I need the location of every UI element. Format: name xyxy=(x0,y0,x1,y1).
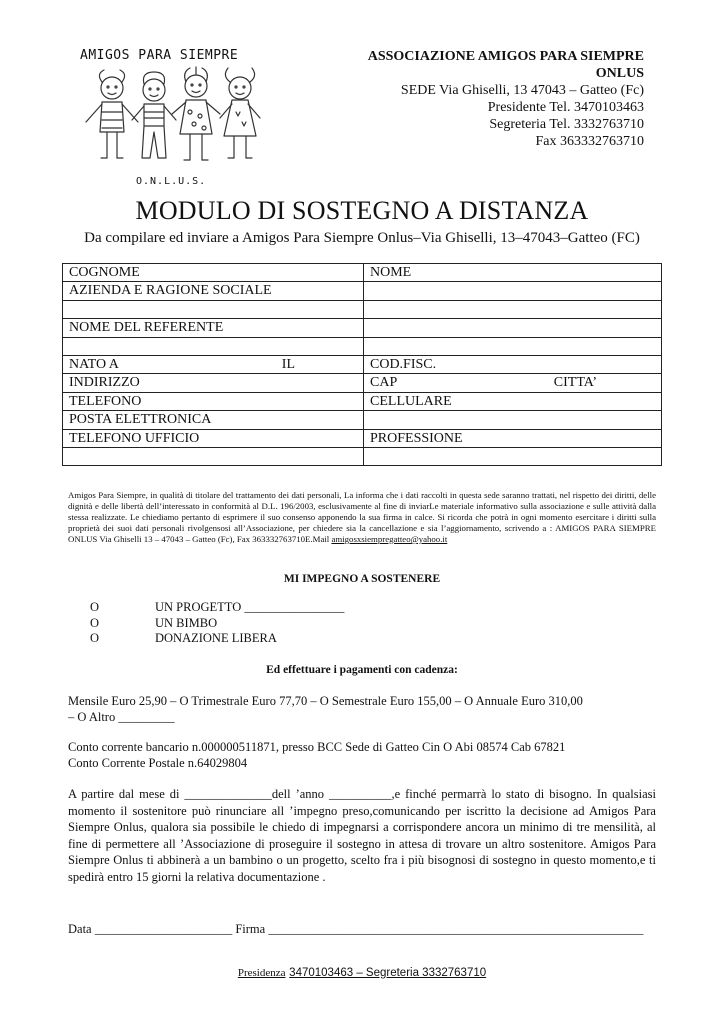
page-subtitle: Da compilare ed inviare a Amigos Para Siempre Onlus–Via Ghiselli, 13–47043–Gatteo (FC) xyxy=(84,230,640,246)
option-bimbo[interactable] xyxy=(90,616,344,632)
footer-label: Presidenza xyxy=(237,967,286,979)
table-row xyxy=(63,337,662,355)
option-bullet: O xyxy=(90,631,100,645)
field-professione[interactable]: PROFESSIONE xyxy=(364,429,662,447)
field-nome[interactable]: NOME xyxy=(364,264,662,282)
option-label: DONAZIONE LIBERA xyxy=(155,631,277,645)
fax-number: Fax 363332763710 xyxy=(535,134,644,149)
secretary-phone: Segreteria Tel. 3332763710 xyxy=(489,117,644,132)
page-title: MODULO DI SOSTEGNO A DISTANZA xyxy=(135,196,589,225)
table-row xyxy=(63,411,662,429)
field-cod-fisc[interactable]: COD.FISC. xyxy=(364,355,662,373)
field-azienda-value[interactable] xyxy=(364,282,662,300)
personal-data-form xyxy=(62,263,662,466)
privacy-notice xyxy=(68,490,656,545)
table-row xyxy=(63,392,662,410)
field-empty[interactable] xyxy=(364,300,662,318)
payments-heading: Ed effettuare i pagamenti con cadenza: xyxy=(266,664,458,676)
field-empty[interactable] xyxy=(63,300,364,318)
option-label: UN PROGETTO ________________ xyxy=(155,600,345,614)
org-address: SEDE Via Ghiselli, 13 47043 – Gatteo (Fc) xyxy=(400,83,644,98)
field-posta-value[interactable] xyxy=(364,411,662,429)
payments-options xyxy=(68,693,656,725)
privacy-text: Amigos Para Siempre, in qualità di titolare del trattamento dei dati personali, La informa che i dati raccolti in questa sede saranno trattati, nel rispetto dei diritti, delle dignità e delle libertà dell’interessato in conformità al D.L. 196/2003, esclusivamente al fine di inviarLe materiale informativo sulla associazione e sulle attività dalla stessa realizzate. Le chiediamo pertanto di esprimere il suo consenso apponendo la sua firma in calce. Si ricorda che potrà in ogni momento esercitare i diritti sulla proprietà dei suoi dati personali rivolgensosi all’Associazione, per chiedere sia la cancellazione e sia l’aggiornamento, scrivendo a : AMIGOS PARA SIEMPRE ONLUS Via Ghiselli 13 – 47043 – Gatteo (Fc), Fax 363332763710E.Mail xyxy=(68,490,656,544)
signature-line[interactable]: Data ______________________ Firma ____________________________________________________________ xyxy=(68,922,644,936)
field-cognome[interactable]: COGNOME xyxy=(63,264,364,282)
footer-numbers: 3470103463 – Segreteria 3332763710 xyxy=(289,967,487,979)
table-row xyxy=(63,447,662,465)
field-cap-citta[interactable] xyxy=(364,374,662,392)
option-bullet: O xyxy=(90,600,100,614)
logo-subtitle: O.N.L.U.S. xyxy=(136,176,207,187)
field-empty[interactable] xyxy=(364,337,662,355)
field-telefono[interactable]: TELEFONO xyxy=(63,392,364,410)
option-label: UN BIMBO xyxy=(155,615,218,630)
option-donazione[interactable] xyxy=(90,631,344,647)
option-bullet: O xyxy=(90,615,100,630)
table-row xyxy=(63,282,662,300)
org-name-line2: ONLUS xyxy=(595,66,644,81)
field-indirizzo[interactable]: INDIRIZZO xyxy=(63,374,364,392)
president-phone: Presidente Tel. 3470103463 xyxy=(487,100,644,115)
table-row xyxy=(63,429,662,447)
child-drawing-2 xyxy=(132,72,176,158)
terms-paragraph: A partire dal mese di ______________dell ’anno __________,e finché permarrà lo stato di bisogno. In qualsiasi momento il sostenitore può rinunciare all ’impegno preso,comunicando per iscritto la decisione ad Amigos Para Siempre Onlus, qualora sia possibile le chiedo di impegnarsi a corrispondere ancora un minimo di tre mensilità, al fine di permettere all ’Associazione di proseguire il sostegno in attesa di trovare un altro sostenitore. Amigos Para Siempre Onlus ti abbinerà a un bambino o un progetto, scelto fra i più bisognosi di sostegno in questo momento,e ti spedirà entro 15 giorni la relativa documentazione . xyxy=(68,787,656,884)
citta-label: CITTA’ xyxy=(553,375,597,391)
child-drawing-1 xyxy=(86,70,138,158)
field-empty[interactable] xyxy=(63,447,364,465)
bank-account: Conto corrente bancario n.000000511871, presso BCC Sede di Gatteo Cin O Abi 08574 Cab 67821 xyxy=(68,740,566,754)
table-row xyxy=(63,355,662,373)
payments-line-1: Mensile Euro 25,90 – O Trimestrale Euro 77,70 – O Semestrale Euro 155,00 – O Annuale Euro 310,00 xyxy=(68,694,583,708)
bank-accounts xyxy=(68,739,656,771)
field-azienda[interactable]: AZIENDA E RAGIONE SOCIALE xyxy=(63,282,364,300)
association-logo xyxy=(72,42,278,194)
logo-title: AMIGOS PARA SIEMPRE xyxy=(80,48,239,63)
cap-label: CAP xyxy=(370,375,398,391)
privacy-email-link[interactable]: amigosxsiempregatteo@yahoo.it xyxy=(331,534,448,544)
field-telefono-ufficio[interactable]: TELEFONO UFFICIO xyxy=(63,429,364,447)
table-row xyxy=(63,264,662,282)
table-row xyxy=(63,300,662,318)
payments-line-2: – O Altro _________ xyxy=(68,710,175,724)
field-empty[interactable] xyxy=(364,447,662,465)
table-row xyxy=(63,319,662,337)
field-referente[interactable]: NOME DEL REFERENTE xyxy=(63,319,364,337)
footer xyxy=(0,965,724,979)
table-row xyxy=(63,374,662,392)
child-drawing-3 xyxy=(172,67,220,160)
field-nato-a[interactable] xyxy=(63,355,364,373)
il-label: IL xyxy=(281,356,295,372)
field-posta-elettronica[interactable]: POSTA ELETTRONICA xyxy=(63,411,364,429)
child-drawing-4 xyxy=(220,68,260,158)
org-name-line1: ASSOCIAZIONE AMIGOS PARA SIEMPRE xyxy=(367,49,644,64)
nato-a-label: NATO A xyxy=(69,356,119,372)
commitment-heading: MI IMPEGNO A SOSTENERE xyxy=(283,573,441,585)
field-empty[interactable] xyxy=(63,337,364,355)
postal-account: Conto Corrente Postale n.64029804 xyxy=(68,756,248,770)
field-cellulare[interactable]: CELLULARE xyxy=(364,392,662,410)
header-contact xyxy=(314,48,644,150)
option-progetto[interactable] xyxy=(90,600,344,616)
commitment-options xyxy=(90,600,344,647)
field-referente-value[interactable] xyxy=(364,319,662,337)
